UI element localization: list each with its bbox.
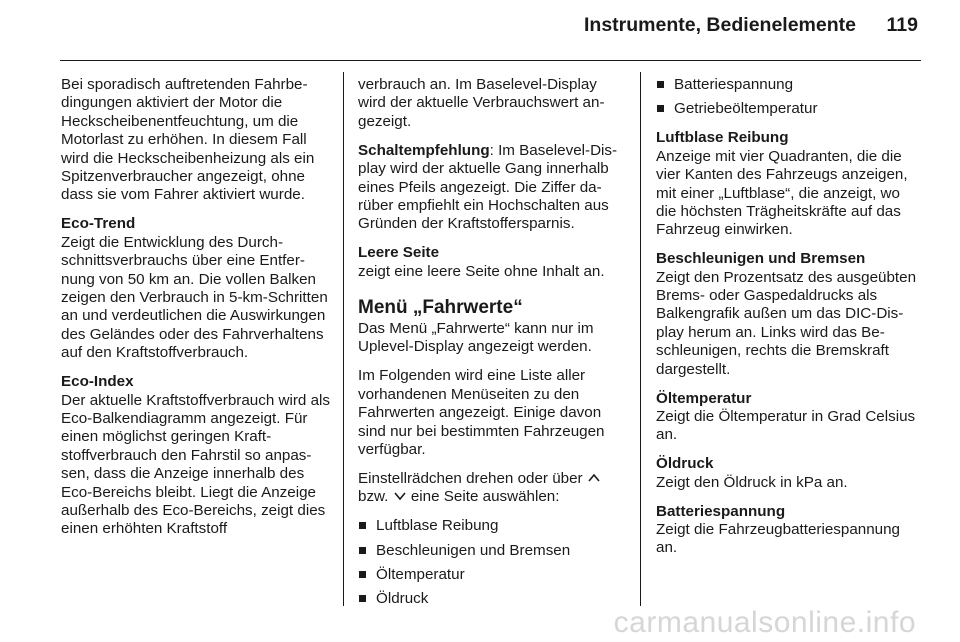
text-select-b: bzw. xyxy=(358,488,389,506)
text-select-a: Einstellrädchen drehen oder über xyxy=(358,469,583,487)
paragraph-heckscheibe: Bei sporadisch auftretenden Fahrbedingungen aktiviert der Motor die Heckscheibenentfeuchtung, um die Motorlast zu erhöhen. In diesem Fall wird die Heckscheibenheizung als ein Spitzenverbraucher angezeigt, ohne dass sie vom Fahrer aktiviert wurde. xyxy=(61,76,315,204)
column-divider-1 xyxy=(343,72,344,606)
column-2 xyxy=(358,76,626,619)
list-item: Getriebeöltemperatur xyxy=(656,100,924,118)
heading-oeldruck: Öldruck xyxy=(656,455,714,473)
page-number: 119 xyxy=(886,14,918,36)
section-eco-trend xyxy=(61,215,331,362)
section-luftblase xyxy=(656,129,924,239)
header-divider xyxy=(60,60,921,61)
text-beschleunigen: Zeigt den Prozentsatz des ausgeübten Brems- oder Gaspedaldrucks als Balkengrafik außen um das DIC-Display herum an. Links wird das Beschleunigen, rechts die Bremskraft dargestellt. xyxy=(656,268,917,378)
text-eco-trend: Zeigt die Entwicklung des Durchschnittsverbrauchs über eine Entfernung von 50 km an. Die vollen Balken zeigen den Verbrauch in 5-km-Schritten an und verdeutlichen die Auswirkungen des Geländes oder des Fahrverhaltens auf den Kraftstoffverbrauch. xyxy=(61,233,328,362)
page-title: Instrumente, Bedienelemente xyxy=(584,14,856,36)
text-batteriespannung: Zeigt die Fahrzeugbatteriespannung an. xyxy=(656,521,901,557)
heading-leere-seite: Leere Seite xyxy=(358,244,440,262)
menu-page-list-continued xyxy=(656,76,924,119)
text-luftblase: Anzeige mit vier Quadranten, die die vier Kanten des Fahrzeugs anzeigen, mit einer „Luftblase“, die anzeigt, wo die höchsten Trägheitskräfte auf das Fahrzeug einwirken. xyxy=(656,147,908,239)
heading-eco-trend: Eco-Trend xyxy=(61,215,136,233)
section-title-fahrwerte: Menü „Fahrwerte“ xyxy=(358,297,523,319)
heading-batteriespannung: Batteriespannung xyxy=(656,502,786,520)
section-schaltempfehlung xyxy=(358,142,626,234)
section-batteriespannung xyxy=(656,503,924,558)
text-schaltempfehlung: : Im Baselevel-Display wird der aktuelle Gang innerhalb eines Pfeils angezeigt. Die Ziffer darüber empfiehlt ein Hochschalten aus Gründen der Kraftstoffersparnis. xyxy=(358,141,618,233)
list-item: Öltemperatur xyxy=(358,566,626,584)
text-select-c: eine Seite auswählen: xyxy=(410,488,560,506)
column-divider-2 xyxy=(640,72,641,606)
list-item: Batteriespannung xyxy=(656,76,924,94)
paragraph-select-page xyxy=(358,470,626,507)
list-item: Beschleunigen und Bremsen xyxy=(358,542,626,560)
text-eco-index: Der aktuelle Kraftstoffverbrauch wird als Eco-Balkendiagramm angezeigt. Für einen möglichst geringen Kraftstoffverbrauch den Fahrstil so anpassen, dass die Anzeige innerhalb des Eco-Bereichs bleibt. Liegt die Anzeige außerhalb des Eco-Bereichs, zeigt dies einen erhöhten Kraftstoff xyxy=(61,391,330,538)
watermark: carmanualsonline.info xyxy=(613,606,916,639)
text-oeldruck: Zeigt den Öldruck in kPa an. xyxy=(656,473,848,491)
section-beschleunigen xyxy=(656,250,924,379)
section-oeltemperatur xyxy=(656,390,924,445)
column-1 xyxy=(61,76,331,549)
heading-eco-index: Eco-Index xyxy=(61,373,134,391)
paragraph-menu-list-intro: Im Folgenden wird eine Liste aller vorhandenen Menüseiten zu den Fahrwerten angezeigt. Einige davon sind nur bei bestimmten Fahrzeugen verfügbar. xyxy=(358,367,605,458)
heading-luftblase: Luftblase Reibung xyxy=(656,129,789,147)
list-item: Luftblase Reibung xyxy=(358,517,626,535)
chevron-down-icon xyxy=(393,490,407,502)
section-eco-index xyxy=(61,373,331,539)
paragraph-menu-intro: Das Menü „Fahrwerte“ kann nur im Uplevel-Display angezeigt werden. xyxy=(358,320,594,356)
section-oeldruck xyxy=(656,455,924,492)
text-oeltemperatur: Zeigt die Öltemperatur in Grad Celsius an. xyxy=(656,408,916,444)
chevron-up-icon xyxy=(587,472,601,484)
menu-page-list xyxy=(358,517,626,609)
paragraph-verbrauch: verbrauch an. Im Baselevel-Display wird der aktuelle Verbrauchswert angezeigt. xyxy=(358,76,605,130)
list-item: Öldruck xyxy=(358,590,626,608)
text-leere-seite: zeigt eine leere Seite ohne Inhalt an. xyxy=(358,262,605,280)
heading-beschleunigen: Beschleunigen und Bremsen xyxy=(656,250,866,268)
column-3 xyxy=(656,76,924,568)
heading-oeltemperatur: Öltemperatur xyxy=(656,389,752,407)
section-leere-seite xyxy=(358,244,626,281)
term-schaltempfehlung: Schaltempfehlung xyxy=(358,141,490,159)
